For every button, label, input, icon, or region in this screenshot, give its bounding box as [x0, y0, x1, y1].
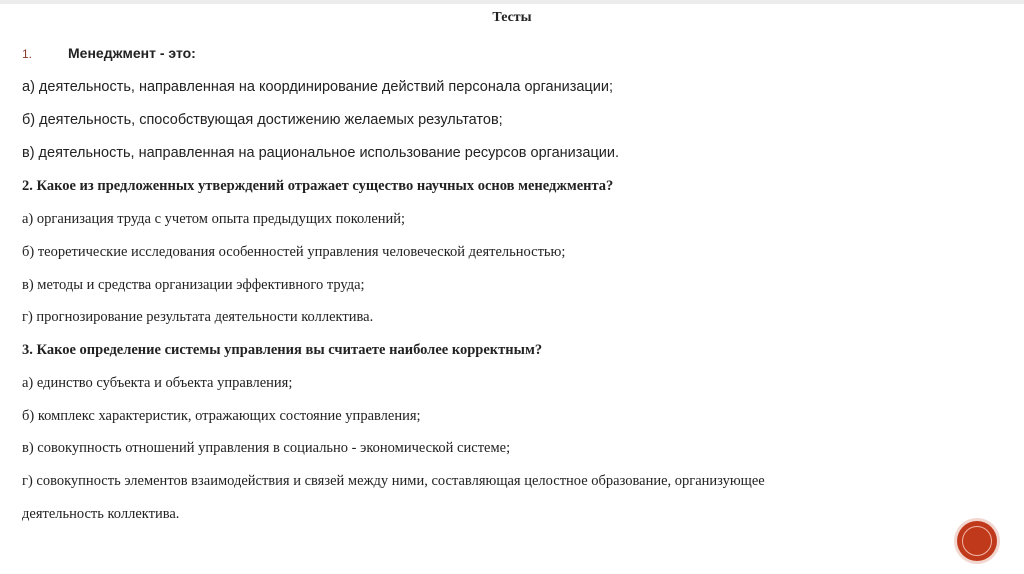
question-2-option-b: б) теоретические исследования особенностей управления человеческой деятельностью;	[22, 244, 566, 260]
question-1-option-c: в) деятельность, направленная на рациональное использование ресурсов организации.	[22, 145, 620, 161]
question-3-option-a: а) единство субъекта и объекта управления;	[22, 375, 293, 391]
question-3-text: 3. Какое определение системы управления вы считаете наиболее корректным?	[22, 342, 543, 358]
question-2-option-a: а) организация труда с учетом опыта предыдущих поколений;	[22, 211, 406, 227]
question-1-number: 1.	[22, 47, 33, 61]
question-3-option-b: б) комплекс характеристик, отражающих состояние управления;	[22, 408, 421, 424]
question-1-heading	[22, 45, 196, 61]
slide-title: Тесты	[492, 10, 532, 25]
question-1-option-a: а) деятельность, направленная на координирование действий персонала организации;	[22, 79, 613, 95]
question-1-text: Менеджмент - это:	[68, 45, 196, 61]
question-3-option-c: в) совокупность отношений управления в социально - экономической системе;	[22, 440, 511, 456]
circle-nav-icon[interactable]	[957, 521, 997, 561]
question-3-option-d-continued: деятельность коллектива.	[22, 506, 180, 522]
question-2-option-d: г) прогнозирование результата деятельности коллектива.	[22, 309, 374, 325]
question-3-option-d: г) совокупность элементов взаимодействия и связей между ними, составляющая целостное образование, организующее	[22, 473, 765, 489]
question-2-text: 2. Какое из предложенных утверждений отражает существо научных основ менеджмента?	[22, 178, 614, 194]
top-divider	[0, 0, 1024, 4]
circle-nav-inner-ring	[962, 526, 992, 556]
question-1-option-b: б) деятельность, способствующая достижению желаемых результатов;	[22, 112, 503, 128]
question-2-option-c: в) методы и средства организации эффективного труда;	[22, 277, 365, 293]
